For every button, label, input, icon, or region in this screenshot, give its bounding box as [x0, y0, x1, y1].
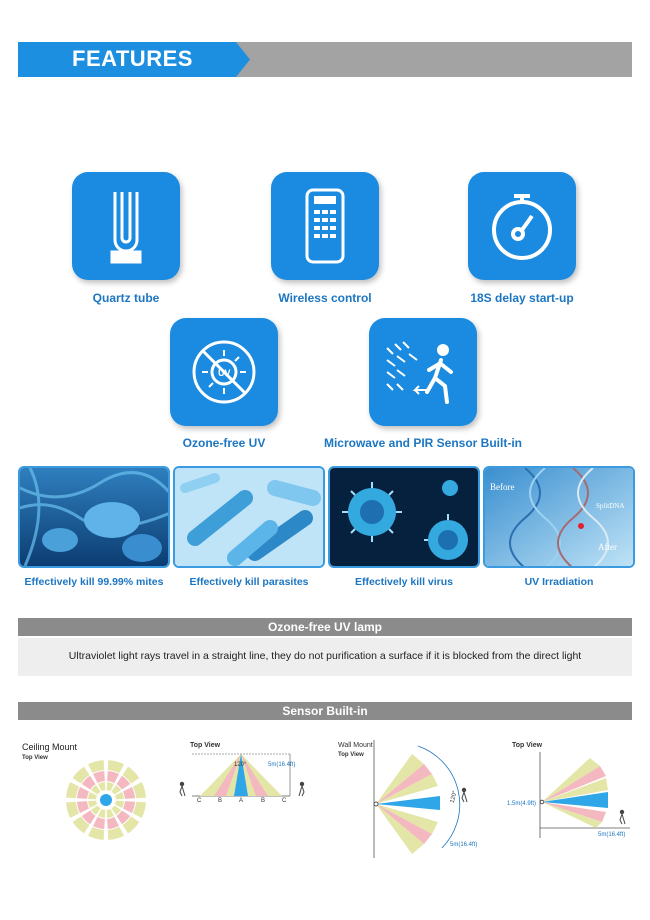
mites-photo [18, 466, 170, 568]
virus-photo [328, 466, 480, 568]
dna-before-label: Before [490, 482, 515, 492]
diagram-wall-subtitle: Top View [338, 752, 364, 758]
photo-label-virus: Effectively kill virus [354, 576, 454, 588]
diagram-ceiling-subtitle: Top View [22, 755, 48, 761]
feature-label-quartz: Quartz tube [92, 291, 160, 305]
photo-label-parasites: Effectively kill parasites [189, 576, 309, 588]
coverage-segment [66, 782, 79, 798]
coverage-segment [108, 827, 124, 840]
feature-label-delay: 18S delay start-up [470, 291, 574, 305]
coverage-segment [133, 782, 146, 798]
ceiling-side-diagram [170, 748, 320, 808]
coverage-segment [93, 817, 105, 829]
parasites-photo [173, 466, 325, 568]
wall-side-diagram [530, 752, 634, 842]
diagram-ceiling-title: Ceiling Mount [22, 742, 78, 752]
coverage-segment [107, 817, 119, 829]
diagram-wall-title: Wall Mount [338, 742, 373, 749]
uv-lamp-description: Ultraviolet light rays travel in a straight line, they do not purification a surface if it is blocked from the direct light [68, 650, 582, 662]
diagram-top-title: Top View [190, 742, 221, 749]
svg-text:UV: UV [218, 368, 231, 378]
coverage-segment [88, 827, 104, 840]
coverage-segment [108, 760, 124, 773]
coverage-segment [93, 771, 105, 783]
feature-label-sensor: Microwave and PIR Sensor Built-in [323, 436, 523, 450]
coverage-segment [77, 801, 89, 813]
coverage-center [100, 794, 112, 806]
tick-b-left: B [218, 798, 223, 804]
coverage-segment [123, 801, 135, 813]
photo-label-uv: UV Irradiation [524, 576, 594, 588]
coverage-segment [88, 760, 104, 773]
quartz-tube-icon [72, 172, 180, 280]
feature-label-ozone: Ozone-free UV [182, 436, 266, 450]
tick-a: A [239, 798, 244, 804]
diagram-wall-distance: 5m(16.4ft) [450, 842, 478, 848]
page-title: FEATURES [72, 46, 193, 71]
tick-c-right: C [282, 798, 287, 804]
motion-sensor-icon [369, 318, 477, 426]
diagram-top-angle: 120° [234, 762, 247, 768]
tick-b-right: B [261, 798, 266, 804]
remote-control-icon [271, 172, 379, 280]
diagram-wall-angle: 120° [449, 790, 459, 804]
uv-lamp-heading: Ozone-free UV lamp [18, 618, 632, 636]
tick-c-left: C [197, 798, 202, 804]
coverage-segment [133, 802, 146, 818]
coverage-segment [66, 802, 79, 818]
dna-split-label: SplitDNA [596, 502, 625, 510]
diagram-side-title: Top View [512, 742, 543, 749]
coverage-segment [77, 787, 89, 799]
ozone-free-icon [170, 318, 278, 426]
feature-label-wireless: Wireless control [278, 291, 372, 305]
ceiling-coverage-diagram [64, 758, 148, 842]
diagram-top-distance: 5m(16.4ft) [268, 762, 296, 768]
coverage-segment [107, 771, 119, 783]
photo-label-mites: Effectively kill 99.99% mites [24, 576, 164, 588]
stopwatch-icon [468, 172, 576, 280]
coverage-segment [123, 787, 135, 799]
sensor-heading: Sensor Built-in [18, 702, 632, 720]
diagram-side-height: 1.5m(4.9ft) [507, 801, 537, 807]
dna-after-label: After [598, 542, 617, 552]
diagram-side-distance: 5m(16.4ft) [598, 832, 626, 838]
